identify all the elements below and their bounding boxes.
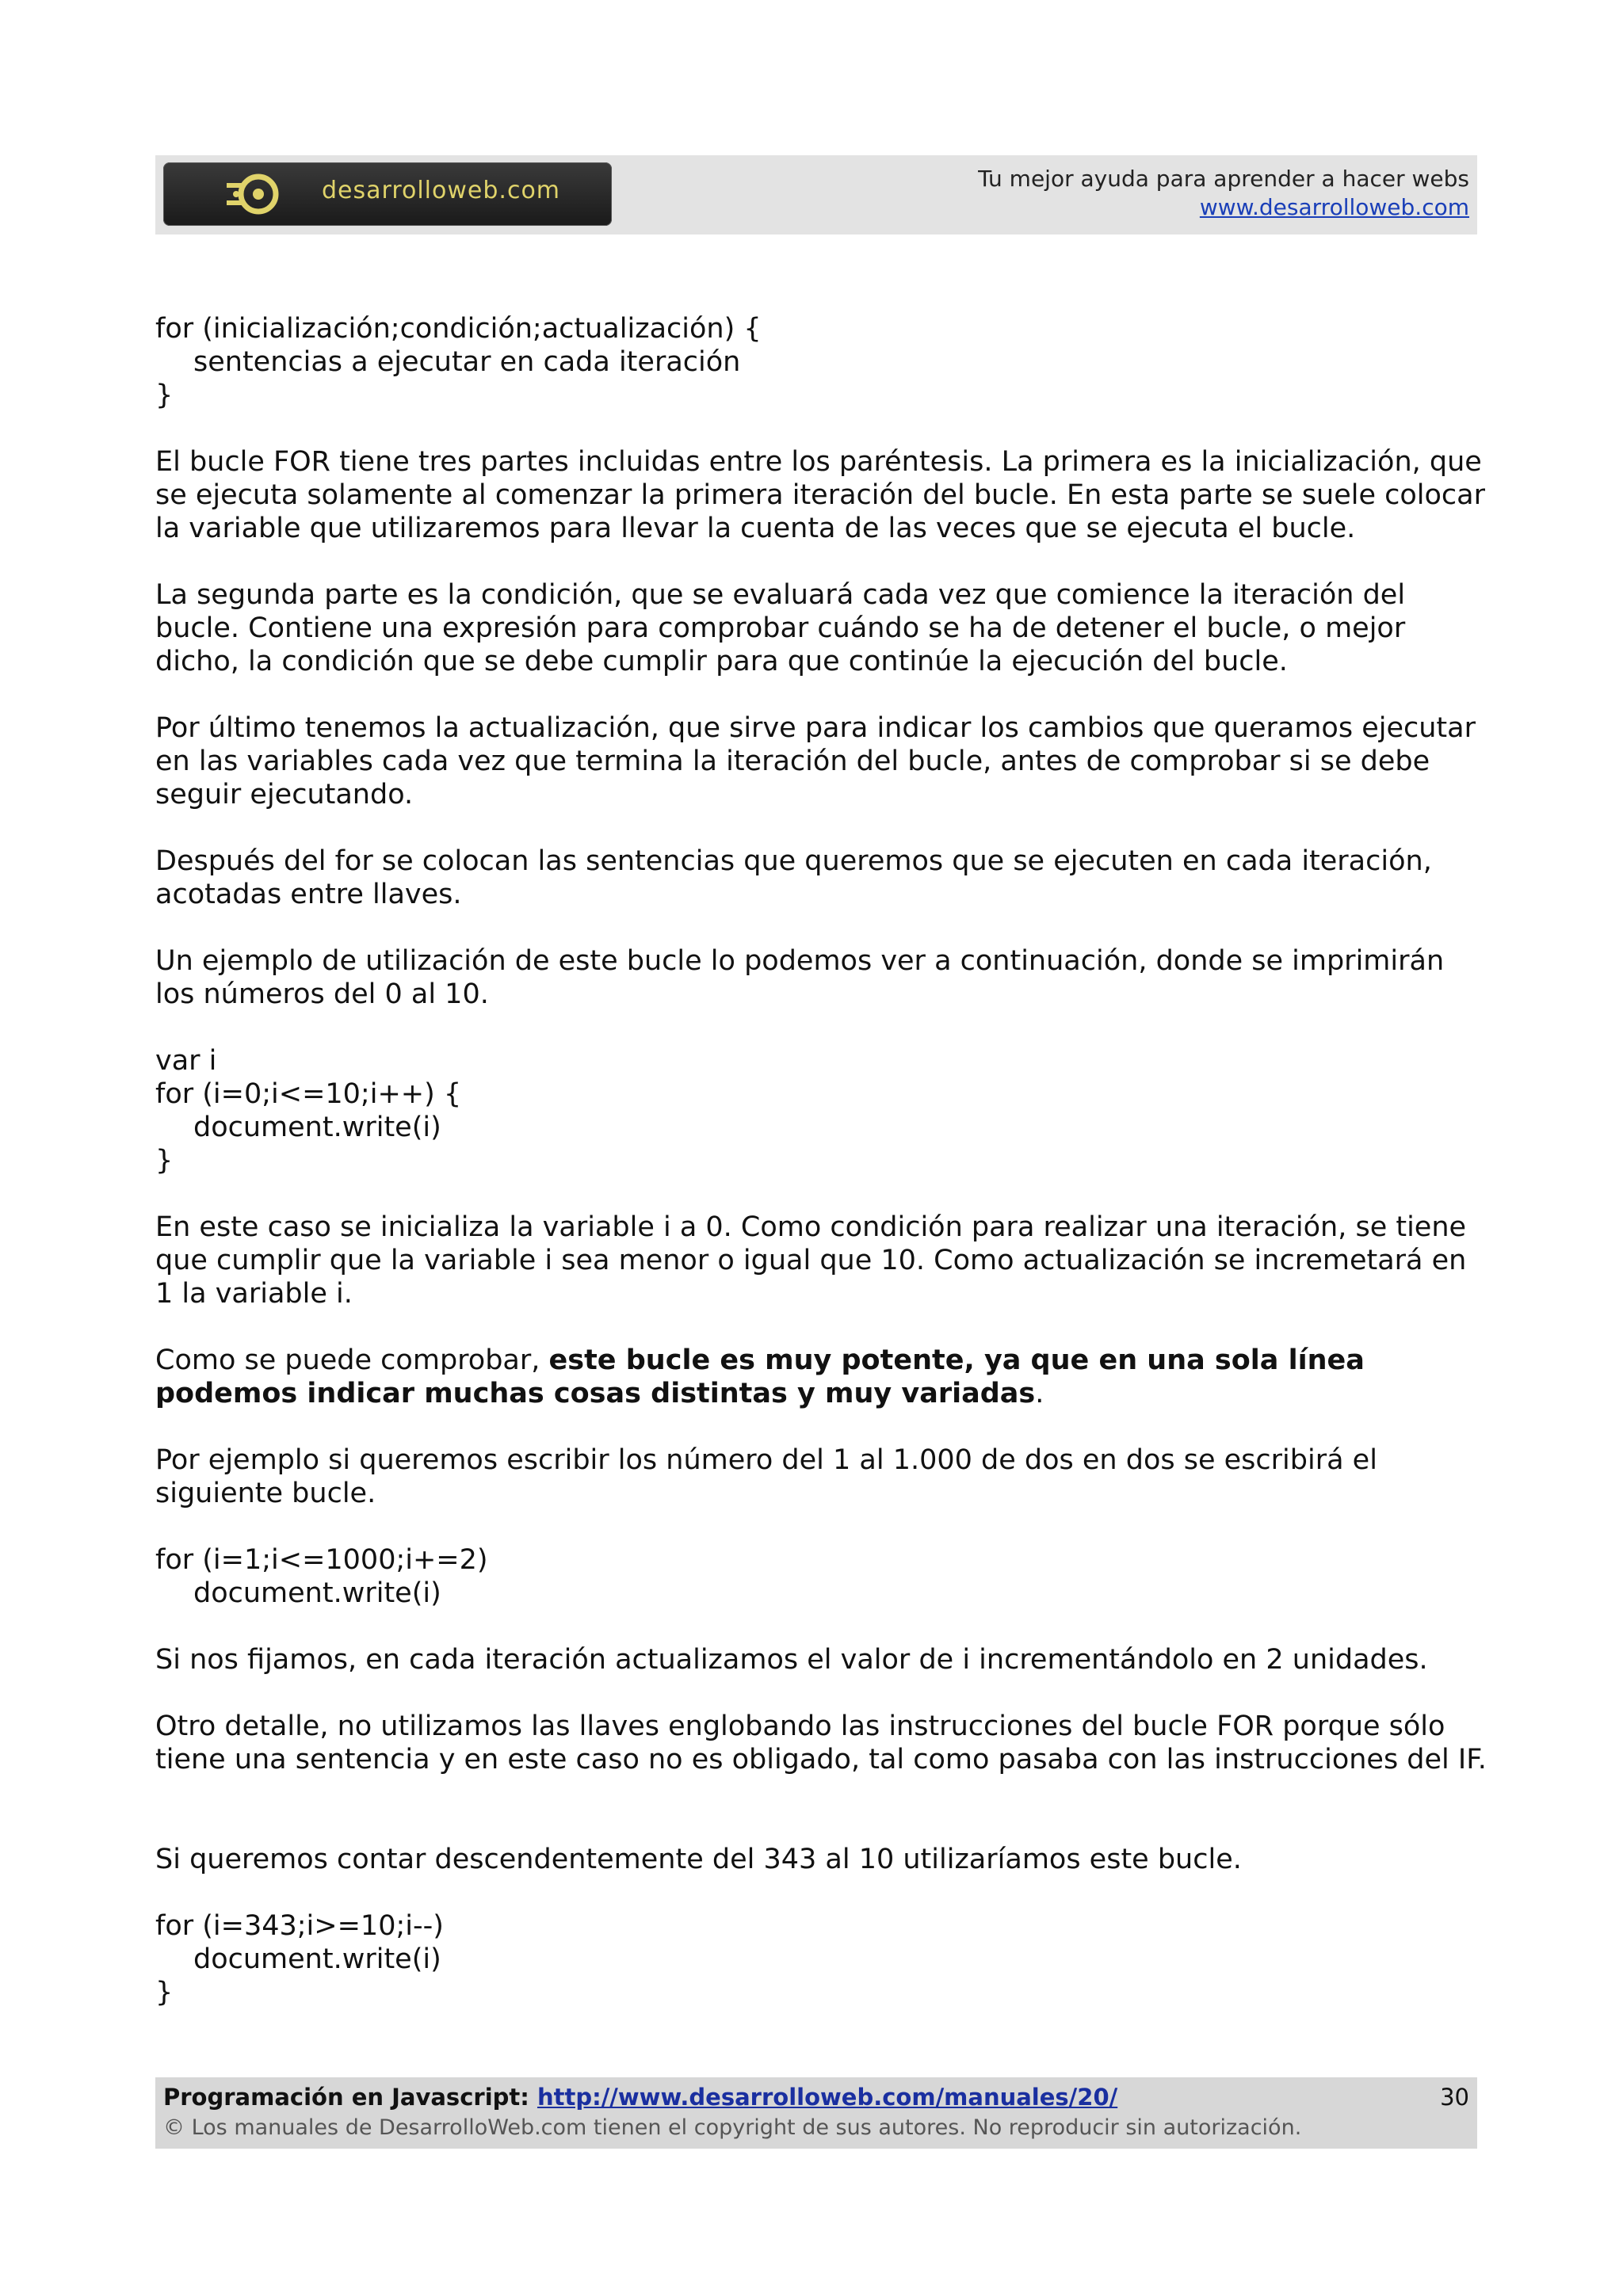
paragraph-example-intro: Un ejemplo de utilización de este bucle lo podemos ver a continuación, donde se imprimirán los números del 0 al 10.: [155, 945, 1445, 1010]
code-line: }: [155, 1145, 174, 1177]
code-block-descending: [155, 1909, 1487, 2009]
tagline-text: Tu mejor ayuda para aprender a hacer webs: [978, 166, 1469, 192]
code-line: sentencias a ejecutar en cada iteración: [193, 346, 741, 378]
paragraph-increment: Si nos fijamos, en cada iteración actualizamos el valor de i incrementándolo en 2 unidades.: [155, 1644, 1428, 1676]
paragraph-update: Por último tenemos la actualización, que sirve para indicar los cambios que queramos ejecutar en las variables cada vez que termina la iteración del bucle, antes de comprobar si se debe seguir ejecutando.: [155, 712, 1476, 810]
paragraph-example-two: Por ejemplo si queremos escribir los número del 1 al 1.000 de dos en dos se escribirá el siguiente bucle.: [155, 1444, 1377, 1509]
code-block-step-two: [155, 1543, 1487, 1610]
code-block-for-syntax: [155, 312, 1487, 412]
header-tagline: [978, 165, 1469, 222]
code-line: }: [155, 379, 174, 411]
code-line: for (i=343;i>=10;i--): [155, 1910, 444, 1942]
page-number: 30: [1440, 2084, 1469, 2111]
paragraph-condition: La segunda parte es la condición, que se evaluará cada vez que comience la iteración del bucle. Contiene una expresión para comprobar cuándo se ha de detener el bucle, o mejor dicho, la condición que se debe cumplir para que continúe la ejecución del bucle.: [155, 579, 1406, 677]
paragraph-descending: Si queremos contar descendentemente del 343 al 10 utilizaríamos este bucle.: [155, 1844, 1242, 1875]
paragraph-example-explain: En este caso se inicializa la variable i a 0. Como condición para realizar una iteración, se tiene que cumplir que la variable i sea menor o igual que 10. Como actualización se incremetará en 1 la variable i.: [155, 1211, 1467, 1310]
footer-manual-link[interactable]: http://www.desarrolloweb.com/manuales/20/: [537, 2084, 1118, 2111]
site-logo[interactable]: [163, 162, 612, 226]
code-line: for (i=1;i<=1000;i+=2): [155, 1544, 488, 1576]
paragraph-potent: Como se puede comprobar, este bucle es muy potente, ya que en una sola línea podemos indicar muchas cosas distintas y muy variadas.: [155, 1344, 1365, 1409]
footer-title: Programación en Javascript: http://www.desarrolloweb.com/manuales/20/: [163, 2084, 1118, 2111]
code-line: document.write(i): [193, 1943, 441, 1975]
paragraph-body: Después del for se colocan las sentencias que queremos que se ejecuten en cada iteración, acotadas entre llaves.: [155, 845, 1432, 910]
code-line: var i: [155, 1045, 217, 1077]
bold-text: este bucle es muy potente, ya que en una sola línea: [548, 1344, 1365, 1376]
header-url-link[interactable]: www.desarrolloweb.com: [1199, 194, 1469, 220]
code-line: }: [155, 1977, 174, 2008]
paragraph-for-parts: El bucle FOR tiene tres partes incluidas entre los paréntesis. La primera es la inicialización, que se ejecuta solamente al comenzar la primera iteración del bucle. En esta parte se suele colocar la variable que utilizaremos para llevar la cuenta de las veces que se ejecuta el bucle.: [155, 446, 1486, 544]
paragraph-braces: Otro detalle, no utilizamos las llaves englobando las instrucciones del bucle FOR porque sólo tiene una sentencia y en este caso no es obligado, tal como pasaba con las instrucciones del IF.: [155, 1711, 1487, 1775]
code-line: for (inicialización;condición;actualización) {: [155, 313, 762, 345]
code-block-example-0-10: [155, 1044, 1487, 1177]
code-line: for (i=0;i<=10;i++) {: [155, 1078, 462, 1110]
bold-text: podemos indicar muchas cosas distintas y muy variadas: [155, 1378, 1036, 1409]
page-header: [155, 155, 1477, 235]
page-content: [155, 312, 1487, 2042]
footer-copyright: © Los manuales de DesarrolloWeb.com tienen el copyright de sus autores. No reproducir sin autorización.: [163, 2115, 1302, 2140]
code-line: document.write(i): [193, 1112, 441, 1143]
code-line: document.write(i): [193, 1577, 441, 1609]
logo-text: desarrolloweb.com: [322, 177, 561, 204]
page-footer: [155, 2077, 1477, 2149]
